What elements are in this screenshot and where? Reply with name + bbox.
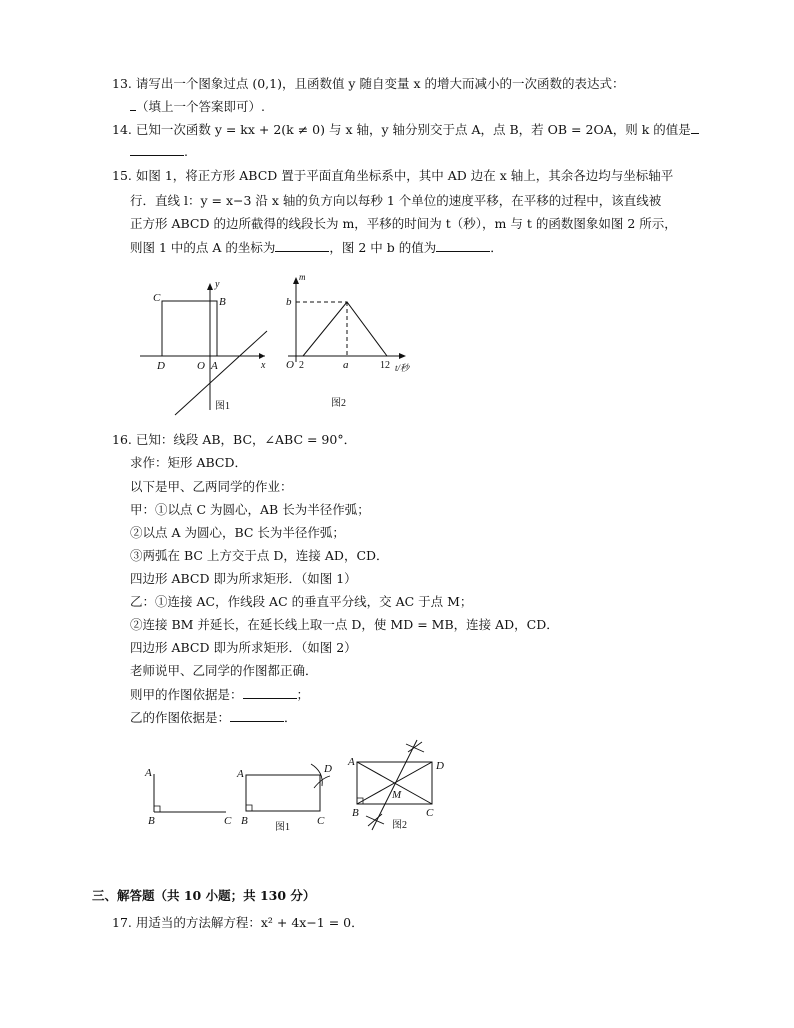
arc-top-1 bbox=[406, 744, 424, 752]
fig1-label-c: C bbox=[153, 292, 161, 304]
q16-given-figure bbox=[140, 760, 240, 830]
given-label-b: B bbox=[148, 815, 155, 827]
fig1-y-arrow bbox=[207, 283, 213, 290]
q13-line2-text: （填上一个答案即可）. bbox=[136, 99, 265, 114]
q14-line2 bbox=[130, 143, 188, 160]
fig1-label-o: O bbox=[197, 360, 205, 372]
fig2-x-arrow bbox=[399, 353, 406, 359]
q15-figure1 bbox=[135, 275, 280, 415]
fig2-label-a: a bbox=[343, 359, 349, 371]
q16-figure1 bbox=[234, 760, 344, 835]
fig2-label-o: O bbox=[286, 359, 294, 371]
fig1-label-c: C bbox=[317, 815, 325, 827]
fig2-label-12: 12 bbox=[380, 360, 390, 371]
fig1-label-y: y bbox=[215, 279, 220, 290]
q16-line8: 乙：①连接 AC，作线段 AC 的垂直平分线，交 AC 于点 M； bbox=[130, 594, 473, 609]
fig2-label-t: t/秒 bbox=[395, 363, 410, 373]
fig1-caption: 图1 bbox=[215, 401, 230, 412]
right-angle-mark bbox=[154, 806, 160, 812]
q13-line2 bbox=[130, 98, 265, 115]
fig2-caption: 图2 bbox=[392, 820, 407, 831]
q14-line1 bbox=[112, 121, 699, 138]
q13-line1: 13. 请写出一个图象过点 (0,1)，且函数值 y 随自变量 x 的增大而减小的一次函数的表达式： bbox=[112, 76, 625, 91]
fig2-label-a: A bbox=[348, 756, 355, 768]
q16-line12-end: ； bbox=[296, 687, 310, 702]
rect-abcd-fig1 bbox=[246, 775, 320, 811]
q15-line4-part2: ，图 2 中 b 的值为 bbox=[329, 240, 437, 255]
fig1-label-b: B bbox=[219, 296, 226, 308]
fig1-caption: 图1 bbox=[275, 822, 290, 833]
q14-answer-blank-start[interactable] bbox=[691, 121, 699, 134]
square-abcd bbox=[162, 301, 217, 356]
fig2-label-b: b bbox=[286, 296, 292, 308]
fig2-graph bbox=[303, 302, 387, 356]
q16-line13-end: ． bbox=[284, 710, 297, 725]
q16-line3: 以下是甲、乙两同学的作业： bbox=[130, 479, 293, 494]
q14-line1-text: 14. 已知一次函数 y = kx + 2(k ≠ 0) 与 x 轴，y 轴分别交于点 A，点 B，若 OB = 2OA，则 k 的值是 bbox=[112, 122, 691, 137]
q15-line4-part1: 则图 1 中的点 A 的坐标为 bbox=[130, 240, 276, 255]
q16-line7: 四边形 ABCD 即为所求矩形．（如图 1） bbox=[130, 571, 357, 586]
q16-blank-yi-basis[interactable] bbox=[230, 709, 284, 722]
q16-figure2 bbox=[344, 738, 454, 833]
q16-line12 bbox=[130, 686, 309, 703]
fig2-label-d: D bbox=[436, 760, 444, 772]
q16-line12-text: 则甲的作图依据是： bbox=[130, 687, 243, 702]
q15-line3: 正方形 ABCD 的边所截得的线段长为 m，平移的时间为 t（秒），m 与 t 的函数图象如图 2 所示， bbox=[130, 216, 677, 231]
q15-figure2 bbox=[283, 272, 423, 412]
fig1-label-a: A bbox=[211, 360, 218, 372]
fig2-label-m: m bbox=[299, 272, 306, 282]
fig1-label-x: x bbox=[261, 360, 266, 371]
q15-line2: 行．直线 l：y = x−3 沿 x 轴的负方向以每秒 1 个单位的速度平移，在平移的过程中，该直线被 bbox=[130, 193, 662, 208]
q16-line9: ②连接 BM 并延长，在延长线上取一点 D，使 MD = MB，连接 AD，CD． bbox=[130, 617, 559, 632]
q16-blank-jia-basis[interactable] bbox=[243, 686, 297, 699]
fig1-right-angle bbox=[246, 805, 252, 811]
q16-line6: ③两弧在 BC 上方交于点 D，连接 AD，CD． bbox=[130, 548, 389, 563]
q14-line2-text: . bbox=[184, 144, 188, 159]
fig1-label-b: B bbox=[241, 815, 248, 827]
fig1-x-arrow bbox=[259, 353, 265, 359]
q15-line1: 15. 如图 1，将正方形 ABCD 置于平面直角坐标系中，其中 AD 边在 x 轴上，其余各边均与坐标轴平 bbox=[112, 168, 674, 183]
q16-line10: 四边形 ABCD 即为所求矩形．（如图 2） bbox=[130, 640, 357, 655]
q16-line5: ②以点 A 为圆心，BC 长为半径作弧； bbox=[130, 525, 345, 540]
given-label-a: A bbox=[145, 767, 152, 779]
fig2-label-b: B bbox=[352, 807, 359, 819]
q16-line13 bbox=[130, 709, 297, 726]
section3-title: 三、解答题（共 10 小题；共 130 分） bbox=[92, 888, 316, 903]
q15-blank-point-a[interactable] bbox=[275, 239, 329, 252]
q14-answer-blank[interactable] bbox=[130, 143, 184, 156]
q16-line13-text: 乙的作图依据是： bbox=[130, 710, 231, 725]
q16-line2: 求作：矩形 ABCD． bbox=[130, 455, 248, 470]
q17-line1: 17. 用适当的方法解方程：x² + 4x−1 = 0． bbox=[112, 915, 364, 930]
fig1-label-d: D bbox=[324, 763, 332, 775]
fig2-label-2: 2 bbox=[299, 360, 304, 371]
fig2-label-c: C bbox=[426, 807, 434, 819]
fig2-caption: 图2 bbox=[331, 398, 346, 409]
q15-line4 bbox=[130, 239, 503, 256]
q16-line4: 甲：①以点 C 为圆心，AB 长为半径作弧； bbox=[130, 502, 370, 517]
fig1-label-d: D bbox=[157, 360, 165, 372]
q16-line1: 16. 已知：线段 AB，BC，∠ABC = 90°． bbox=[112, 432, 357, 447]
fig1-label-a: A bbox=[237, 768, 244, 780]
q15-blank-b-value[interactable] bbox=[436, 239, 490, 252]
fig2-label-m: M bbox=[392, 789, 402, 801]
q16-line11: 老师说甲、乙同学的作图都正确． bbox=[130, 663, 318, 678]
q15-line4-part3: ． bbox=[490, 240, 503, 255]
given-label-c: C bbox=[224, 815, 232, 827]
